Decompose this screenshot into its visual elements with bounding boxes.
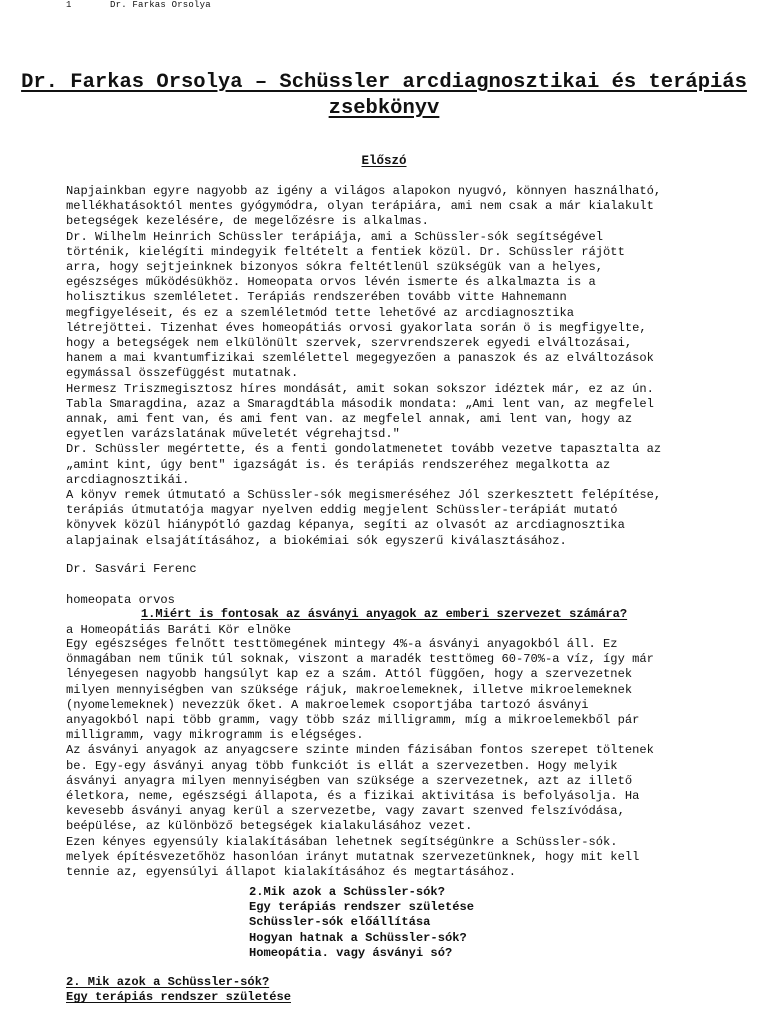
toc-item: Homeopátia. vagy ásványi só?	[249, 945, 453, 960]
signature-title: homeopata orvos	[66, 592, 175, 607]
toc-item: 2.Mik azok a Schüssler-sók?	[249, 885, 445, 899]
signature-affiliation: a Homeopátiás Baráti Kör elnöke	[66, 623, 291, 638]
preface-text: Napjainkban egyre nagyobb az igény a világos alapokon nyugvó, könnyen használható, mellékhatásoktól mentes gyógymódra, olyan terápiára, ami nem csak a már kialakult betegségek kezelésére, de megelőzésre is alkalmas. Dr. Wilhelm Heinrich Schüssler terápiája, ami a Schüssler-sók segítségével történik, kielégíti mindegyik feltételt a fentiek közül. Dr. Schüssler rájött arra, hogy sejtjeinknek bizonyos sókra feltétlenül szükségük van a helyes, egészséges működésükhöz. Homeopata orvos lévén ismerte és alkalmazta is a holisztikus szemléletet. Terápiás rendszerében tovább vitte Hahnemann megfigyeléseit, és ez a szemléletmód tette lehetővé az arcdiagnosztika létrejöttei. Tizenhat éves homeopátiás orvosi gyakorlata során ö is megfigyelte, hogy a betegségek nem elkülönült szervek, szervrendszerek egyedi elváltozásai, hanem a mai kvantumfizikai szemlélettel megegyezően a panaszok és az elváltozások egymással összefüggést mutatnak. Hermesz Triszmegisztosz híres mondását, amit sokan sokszor idéztek már, ez az ún. Tabla Smaragdina, azaz a Smaragdtábla második mondata: „Ami lent van, az megfelel annak, ami fent van, és ami fent van. az megfelel annak, ami lent van, hogy az egyetlen varázslatának műveletét végrehajtsd." Dr. Schüssler megértette, és a fenti gondolatmenetet tovább vezetve tapasztalta az „amint kint, úgy bent" igazságát is. és terápiás rendszeréhez megalkotta az arcdiagnosztikái. A könyv remek útmutató a Schüssler-sók megismeréséhez Jól szerkesztett felépítése, terápiás útmutatója magyar nyelven eddig megjelent Schüssler-terápiát mutató könyvek közül hiánypótló gazdag képanya, segíti az olvasót az arcdiagnosztika alapjainak elsajátításához, a biokémiai sók egyszerű kiválasztásához.	[66, 184, 662, 548]
document-title: Dr. Farkas Orsolya – Schüssler arcdiagnosztikai és terápiás zsebkönyv	[21, 71, 747, 120]
header-author: Dr. Farkas Orsolya	[110, 0, 211, 10]
section2-heading-line1: 2. Mik azok a Schüssler-sók?	[66, 975, 270, 989]
section2-heading-line2: Egy terápiás rendszer születése	[66, 990, 291, 1005]
section1-text: Egy egészséges felnőtt testtömegének mintegy 4%-a ásványi anyagokból áll. Ez önmagában nem tűnik túl soknak, viszont a maradék testtömeg 60-70%-a víz, így már lényegesen nagyobb hangsúlyt kap ez a szám. Attól függően, hogy a szervezetnek milyen mennyiségben van szüksége rájuk, makroelemeknek, illetve mikroelemeknek (nyomelemeknek) nevezzük őket. A makroelemek csoportjába tartozó ásványi anyagokból napi több gramm, vagy több száz milligramm, míg a mikroelemekből pár milligramm, vagy mikrogramm is elégséges. Az ásványi anyagok az anyagcsere szinte minden fázisában fontos szerepet töltenek be. Egy-egy ásványi anyag több funkciót is ellát a szervezetben. Hogy melyik ásványi anyagra milyen mennyiségben van szüksége a szervezetnek, azt az illető életkora, neme, egészségi állapota, és a fizikai aktivitása is befolyásolja. Ha kevesebb ásványi anyag kerül a szervezetbe, vagy zavart szenved felszívódása, beépülése, az különböző betegségek kialakulásához vezet. Ezen kényes egyensúly kialakításában lehetnek segítségünkre a Schüssler-sók. melyek építésvezetőhöz hasonlóan irányt mutatnak szervezetünknek, hogy mit kell tennie az, egyensúlyi állapot kialakításához és megtartásához.	[66, 637, 654, 880]
section1-heading: 1.Miért is fontosak az ásványi anyagok az emberi szervezet számára?	[140, 607, 628, 621]
page-number: 1	[66, 0, 72, 10]
section2-heading	[66, 975, 291, 1005]
table-of-contents	[249, 885, 474, 961]
toc-item: Schüssler-sók előállítása	[249, 915, 431, 930]
toc-item: Hogyan hatnak a Schüssler-sók?	[249, 930, 467, 945]
running-header	[66, 0, 211, 10]
signature-name: Dr. Sasvári Ferenc	[66, 562, 197, 577]
toc-item: Egy terápiás rendszer születése	[249, 900, 474, 915]
preface-heading: Előszó	[361, 154, 407, 168]
